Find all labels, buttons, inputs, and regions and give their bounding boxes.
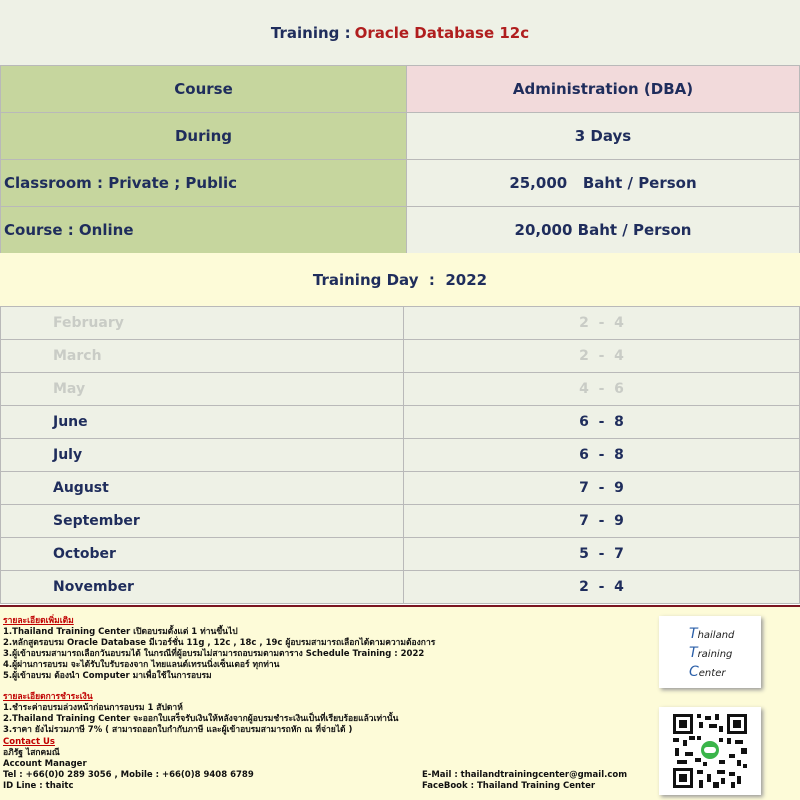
payment-line-2: 2.Thailand Training Center จะออกใบเสร็จรับเงินให้หลังจากผู้อบรมชำระเงินเป็นที่เรียบร้อยแล้วเท่านั้น [3,714,399,724]
classroom-label: Classroom : Private ; Public [1,160,407,207]
training-day-heading [0,253,800,306]
schedule-days: 6 - 8 [404,439,800,472]
schedule-month: November [1,571,404,604]
schedule-days: 2 - 4 [404,307,800,340]
during-label: During [1,113,407,160]
course-value: Administration (DBA) [407,66,800,113]
schedule-month: June [1,406,404,439]
schedule-days: 7 - 9 [404,472,800,505]
online-label: Course : Online [1,207,407,254]
company-logo [659,616,761,688]
schedule-row [1,538,800,571]
classroom-price: 25,000 Baht / Person [407,160,800,207]
schedule-row [1,505,800,538]
info-row-during [1,113,800,160]
payment-heading: รายละเอียดการชำระเงิน [3,692,93,702]
schedule-row [1,571,800,604]
schedule-days: 2 - 4 [404,340,800,373]
schedule-month: September [1,505,404,538]
details-line-5: 5.ผู้เข้าอบรม ต้องนำ Computer มาเพื่อใช้ในการอบรม [3,671,212,681]
schedule-days: 7 - 9 [404,505,800,538]
contact-phone: Tel : +66(0)0 289 3056 , Mobile : +66(0)8 9408 6789 [3,770,254,780]
title-course: Oracle Database 12c [354,23,530,42]
schedule-row [1,373,800,406]
schedule-row [1,307,800,340]
title-label: Training : [270,23,351,42]
logo-line-1: Thailand [689,626,735,642]
schedule-days: 6 - 8 [404,406,800,439]
schedule-days: 5 - 7 [404,538,800,571]
contact-name: อภิรัฐ ไสกคมณี [3,748,60,758]
schedule-month: July [1,439,404,472]
schedule-month: October [1,538,404,571]
contact-line-id: ID Line : thaitc [3,781,74,791]
during-value: 3 Days [407,113,800,160]
details-line-1: 1.Thailand Training Center เปิดอบรมตั้งแต่ 1 ท่านขึ้นไป [3,627,238,637]
schedule-row [1,340,800,373]
page-title [0,0,800,65]
info-row-online [1,207,800,254]
logo-line-2: Training [689,645,733,661]
qr-code-icon [673,714,747,788]
schedule-table [0,306,800,604]
schedule-row [1,439,800,472]
contact-facebook[interactable]: FaceBook : Thailand Training Center [422,781,596,791]
schedule-month: March [1,340,404,373]
contact-role: Account Manager [3,759,87,769]
payment-line-1: 1.ชำระค่าอบรมล่วงหน้าก่อนการอบรม 1 สัปดาห์ [3,703,183,713]
schedule-row [1,472,800,505]
online-price: 20,000 Baht / Person [407,207,800,254]
info-row-classroom [1,160,800,207]
course-label: Course [1,66,407,113]
contact-email[interactable]: E-Mail : thailandtrainingcenter@gmail.com [422,770,628,780]
schedule-month: May [1,373,404,406]
logo-line-3: Center [689,664,726,680]
schedule-month: February [1,307,404,340]
details-line-3: 3.ผู้เข้าอบรมสามารถเลือกวันอบรมได้ ในกรณีที่ผู้อบรมไม่สามารถอบรมตามตาราง Schedule Training : 2022 [3,649,425,659]
schedule-row [1,406,800,439]
contact-heading[interactable]: Contact Us [3,737,55,747]
line-qr-code [659,707,761,795]
details-line-2: 2.หลักสูตรอบรม Oracle Database มีเวอร์ชั่น 11g , 12c , 18c , 19c ผู้อบรมสามารถเลือกได้ตามความต้องการ [3,638,436,648]
info-row-course [1,66,800,113]
schedule-days: 2 - 4 [404,571,800,604]
training-day-label: Training Day : 2022 [312,270,488,289]
schedule-days: 4 - 6 [404,373,800,406]
schedule-month: August [1,472,404,505]
payment-line-3: 3.ราคา ยังไม่รวมภาษี 7% ( สามารถออกใบกำกับภาษี และผู้เข้าอบรมสามารถหัก ณ ที่จ่ายได้ ) [3,725,353,735]
details-line-4: 4.ผู้ผ่านการอบรม จะได้รับใบรับรองจาก ไทยแลนด์เทรนนิ่งเซ็นเตอร์ ทุกท่าน [3,660,280,670]
course-info-table [0,65,800,254]
details-heading: รายละเอียดเพิ่มเติม [3,616,74,626]
